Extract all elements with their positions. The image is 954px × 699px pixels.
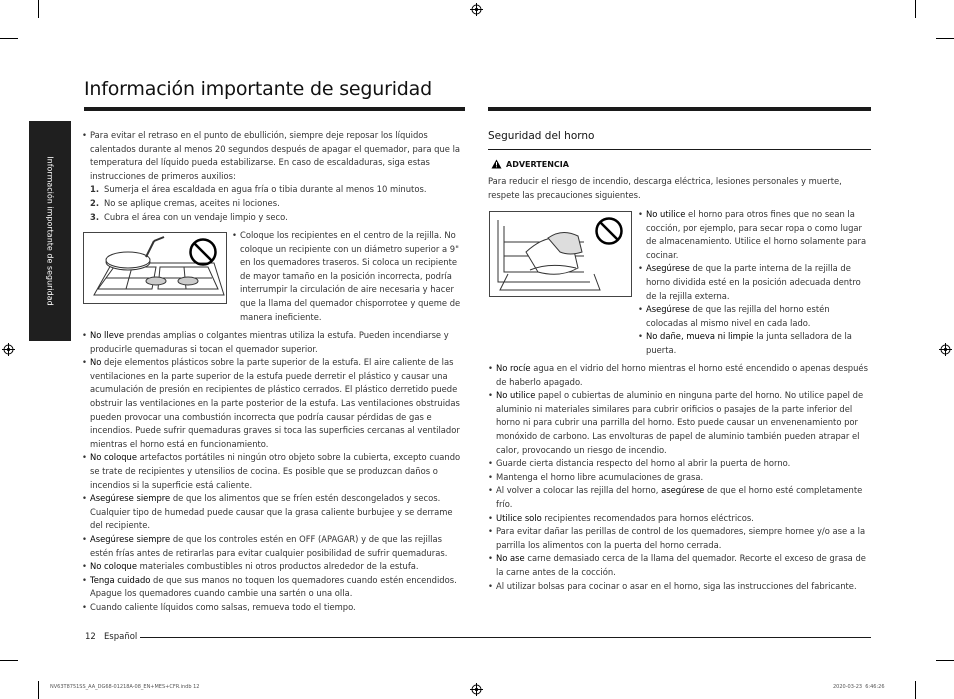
bullet-keyword: Asegúrese bbox=[646, 304, 690, 315]
page-footer bbox=[85, 632, 137, 642]
stovetop-note bbox=[232, 229, 465, 324]
crop-mark bbox=[915, 0, 916, 18]
oven-note-item bbox=[638, 303, 871, 330]
bullet-text: Guarde cierta distancia respecto del horno al abrir la puerta de horno. bbox=[496, 458, 791, 469]
bullet-text: deje elementos plásticos sobre la parte superior de la estufa. El aire caliente de las ventilaciones en la parte superior de la estufa puede derretir el plástico y causar una acumulación de presión en recipientes de plástico cerrados. El plástico derretido puede obstruir las ventilaciones en la parte posterior de la estufa. Las ventilaciones obstruidas pueden provocar una combustión incorrecta que podría causar pérdidas de gas e incendios. Puede sufrir quemaduras graves si toca las superficies cercanas al ventilador mientras el horno está en funcionamiento. bbox=[90, 357, 460, 449]
bullet-text: prendas amplias o colgantes mientras utiliza la estufa. Pueden incendiarse y producirle quemaduras si tocan el quemador superior. bbox=[90, 330, 449, 354]
bullet-keyword: Utilice solo bbox=[496, 512, 542, 523]
left-bullet-item bbox=[82, 574, 464, 601]
stovetop-illustration bbox=[83, 232, 227, 304]
bullet-keyword: No dañe, mueva ni limpie bbox=[646, 331, 754, 342]
bullet-text: materiales combustibles ni otros productos alrededor de la estufa. bbox=[137, 561, 419, 572]
section-title: Seguridad del horno bbox=[488, 130, 595, 142]
left-bullet-item bbox=[82, 329, 464, 356]
bullet-keyword: No coloque bbox=[90, 452, 138, 463]
bullet-keyword: No utilice bbox=[496, 390, 536, 401]
crop-mark bbox=[936, 38, 954, 39]
right-bullet-item bbox=[488, 580, 872, 594]
crop-mark bbox=[38, 681, 39, 699]
oven-note-item bbox=[638, 330, 871, 357]
bullet-text: Mantenga el horno libre acumulaciones de grasa. bbox=[496, 471, 704, 482]
bullet-keyword: asegúrese bbox=[661, 485, 705, 496]
bullet-text: de que los alimentos que se fríen estén descongelados y secos. Cualquier tipo de humedad puede causar que la grasa caliente burbujee y se derrame del recipiente. bbox=[90, 493, 453, 531]
bullet-keyword: Asegúrese bbox=[646, 263, 690, 274]
print-slug-left: NV63T8751SS_AA_DG68-01218A-08_EN+MES+CFR.indb 12 bbox=[50, 684, 200, 690]
title-rule-right bbox=[488, 107, 871, 111]
bullet-text: la junta selladora de la puerta. bbox=[646, 331, 852, 355]
stovetop-note-text: • Coloque los recipientes en el centro de la rejilla. No coloque un recipiente con un diámetro superior a 9" en los quemadores traseros. Si coloca un recipiente de mayor tamaño en la posición incorrecta, podría interrumpir la circulación de aire necesaria y hacer que la llama del quemador chisporrotee y queme de manera ineficiente. bbox=[232, 229, 465, 324]
left-bullet-item bbox=[82, 533, 464, 560]
bullet-text: Al utilizar bolsas para cocinar o asar en el horno, siga las instrucciones del fabricante. bbox=[496, 580, 857, 591]
bullet-text: de que el horno esté completamente frío. bbox=[496, 485, 863, 509]
bullet-text: el horno para otros fines que no sean la cocción, por ejemplo, para secar ropa o como lugar de almacenamiento. Utilice el horno solamente para cocinar. bbox=[646, 209, 867, 260]
left-bullet-item bbox=[82, 560, 464, 574]
left-bullet-item bbox=[82, 601, 464, 615]
step-number: 3. bbox=[90, 211, 100, 222]
right-bullet-item bbox=[488, 457, 872, 471]
bullet-text: de que sus manos no toquen los quemadores cuando estén encendidos. Apague los quemadores cuando cambie una sartén o una olla. bbox=[90, 574, 457, 599]
oven-note-list bbox=[638, 208, 871, 358]
bullet-text: Cuando caliente líquidos como salsas, remueva todo el tiempo. bbox=[90, 601, 356, 612]
prohibited-icon bbox=[594, 216, 624, 246]
bullet-text: de que los controles estén en OFF (APAGAR) y de que las rejillas estén frías antes de retirarlas para evitar cualquier posibilidad de sufrir quemaduras. bbox=[90, 533, 448, 558]
warning-triangle-icon bbox=[491, 159, 502, 169]
crop-mark bbox=[915, 681, 916, 699]
bullet-keyword: No coloque bbox=[90, 561, 138, 572]
step-number: 2. bbox=[90, 197, 100, 208]
intro-paragraph: • Para evitar el retraso en el punto de ebullición, siempre deje reposar los líquidos calentados durante al menos 20 segundos después de apagar el quemador, para que la temperatura del líquido pueda estabilizarse. En caso de escaldaduras, siga estas instrucciones de primeros auxilios: bbox=[82, 129, 464, 183]
bullet-keyword: No lleve bbox=[90, 330, 124, 340]
print-slug-right: 2020-03-23 ￼ 6:46:26 bbox=[833, 684, 885, 690]
right-bullet-item bbox=[488, 471, 872, 485]
first-aid-step bbox=[90, 197, 464, 211]
bullet-text: de que la parte interna de la rejilla de horno dividida esté en la posición adecuada dentro de la rejilla externa. bbox=[646, 263, 861, 301]
left-bullet-list bbox=[82, 329, 464, 614]
oven-note-item bbox=[638, 262, 871, 303]
step-text: No se aplique cremas, aceites ni lociones. bbox=[104, 197, 280, 208]
right-bullet-item bbox=[488, 525, 872, 552]
page-title: Información importante de seguridad bbox=[84, 78, 432, 100]
left-bullet-item bbox=[82, 356, 464, 451]
step-text: Sumerja el área escaldada en agua fría o tibia durante al menos 10 minutos. bbox=[104, 184, 427, 195]
right-bullet-list bbox=[488, 362, 872, 593]
oven-note-item bbox=[638, 208, 871, 262]
bullet-text: recipientes recomendados para hornos eléctricos. bbox=[541, 512, 754, 523]
warning-label: ADVERTENCIA bbox=[506, 159, 569, 169]
bullet-text: agua en el vidrio del horno mientras el horno esté encendido o apenas después de haberlo apagado. bbox=[496, 363, 868, 387]
bullet-text: papel o cubiertas de aluminio en ninguna parte del horno. No utilice papel de aluminio ni materiales similares para cubrir orificios o pasajes de la parte inferior del horno ni para cubrir una parrilla del horno. Esto puede causar un envenenamiento por monóxido de carbono. Las envolturas de papel de aluminio también pueden atrapar el calor, provocando un riesgo de incendio. bbox=[496, 390, 864, 455]
section-rule bbox=[488, 149, 871, 150]
right-bullet-item bbox=[488, 362, 872, 389]
bullet-keyword: Asegúrese siempre bbox=[90, 493, 171, 504]
right-bullet-item bbox=[488, 512, 872, 526]
bullet-text: de que las rejilla del horno estén colocadas al mismo nivel en cada lado. bbox=[646, 304, 830, 328]
title-rule-left bbox=[84, 107, 465, 111]
page-number: 12 bbox=[85, 632, 96, 642]
step-text: Cubra el área con un vendaje limpio y seco. bbox=[104, 211, 288, 222]
first-aid-step bbox=[90, 211, 464, 225]
side-tab-label: Información importante de seguridad bbox=[45, 156, 55, 306]
warning-paragraph bbox=[488, 175, 872, 202]
side-tab bbox=[29, 121, 71, 341]
bullet-keyword: No bbox=[90, 357, 102, 368]
right-bullet-item bbox=[488, 552, 872, 579]
registration-mark-icon bbox=[470, 3, 483, 16]
crop-mark bbox=[936, 660, 954, 661]
registration-mark-icon bbox=[939, 343, 952, 356]
prohibited-icon bbox=[188, 237, 218, 267]
bullet-keyword: Tenga cuidado bbox=[90, 574, 151, 585]
crop-mark bbox=[38, 0, 39, 18]
bullet-text: artefactos portátiles ni ningún otro objeto sobre la cubierta, excepto cuando se trate de recipientes y utensilios de cocina. Es posible que se produzcan daños o incendios si la superficie está caliente. bbox=[90, 452, 461, 490]
bullet-lead-text: Al volver a colocar las rejilla del horno, bbox=[496, 485, 662, 496]
step-number: 1. bbox=[90, 184, 100, 195]
registration-mark-icon bbox=[470, 683, 483, 696]
left-bullet-item bbox=[82, 492, 464, 533]
left-column-top bbox=[82, 129, 464, 224]
bullet-keyword: Asegúrese siempre bbox=[90, 533, 171, 544]
first-aid-step bbox=[90, 183, 464, 197]
bullet-keyword: No rocíe bbox=[496, 363, 531, 373]
footer-rule bbox=[140, 637, 871, 638]
bullet-keyword: No ase bbox=[496, 553, 525, 564]
crop-mark bbox=[0, 660, 18, 661]
bullet-keyword: No utilice bbox=[646, 209, 686, 219]
oven-illustration bbox=[489, 211, 632, 297]
crop-mark bbox=[0, 38, 18, 39]
left-bullet-item bbox=[82, 451, 464, 492]
bullet-text: carne demasiado cerca de la llama del quemador. Recorte el exceso de grasa de la carne antes de la cocción. bbox=[496, 553, 866, 577]
registration-mark-icon bbox=[2, 343, 15, 356]
bullet-text: Para evitar dañar las perillas de control de los quemadores, siempre hornee y/o ase a la parrilla los alimentos con la puerta del horno cerrada. bbox=[496, 526, 866, 550]
right-bullet-item bbox=[488, 484, 872, 511]
warning-text: Para reducir el riesgo de incendio, descarga eléctrica, lesiones personales y muerte, respete las precauciones siguientes. bbox=[488, 176, 842, 200]
first-aid-steps bbox=[82, 183, 464, 224]
warning-heading bbox=[491, 159, 569, 169]
right-bullet-item bbox=[488, 389, 872, 457]
footer-language: Español bbox=[103, 632, 138, 642]
